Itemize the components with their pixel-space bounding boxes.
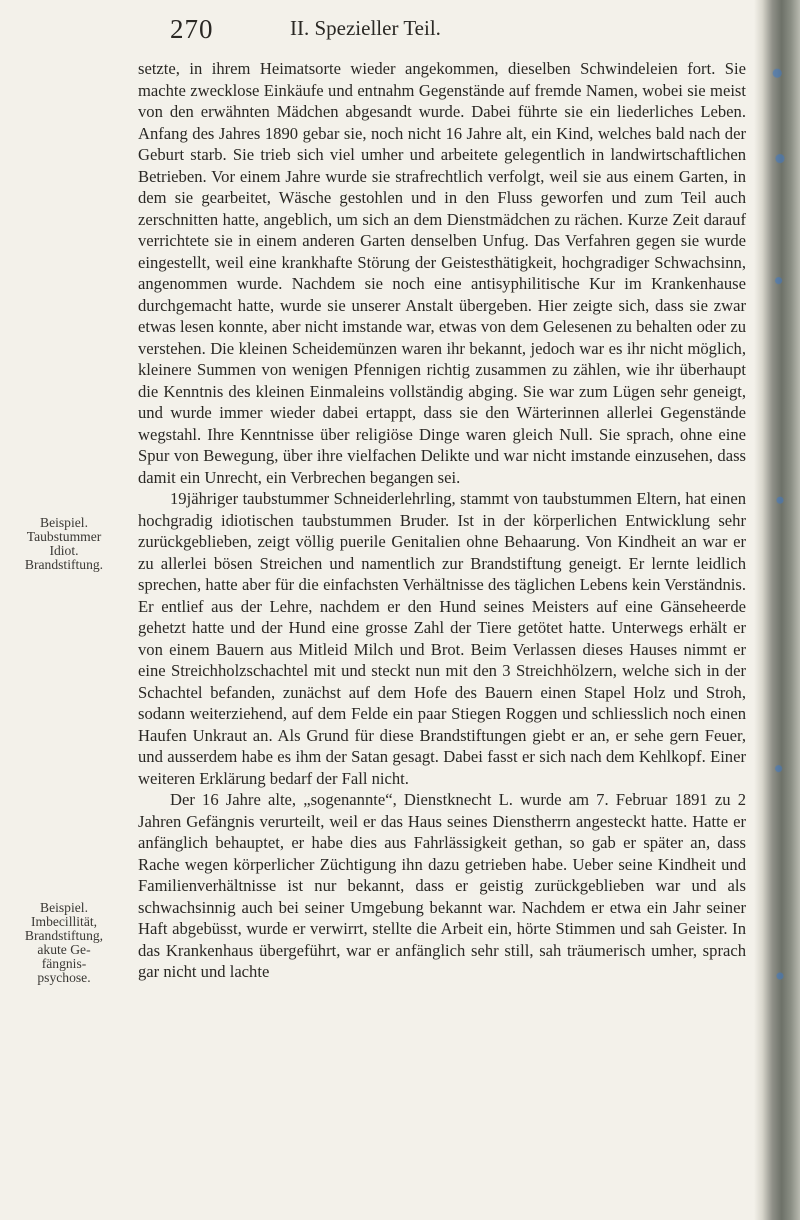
paragraph-continued: setzte, in ihrem Heimatsorte wieder angekommen, dieselben Schwindeleien fort. Sie machte zwecklose Einkäufe und entnahm Gegenstände auf fremde Namen, wobei sie meist von den erwähnten Mädchen abgesandt wurde. Dabei führte sie ein liederliches Leben. Anfang des Jahres 1890 gebar sie, noch nicht 16 Jahre alt, ein Kind, welches bald nach der Geburt starb. Sie trieb sich viel umher und arbeitete gelegentlich in landwirtschaftlichen Betrieben. Vor einem Jahre wurde sie strafrechtlich verfolgt, weil sie aus einem Garten, in dem sie gearbeitet, Wäsche gestohlen und in den Fluss geworfen und zum Teil auch zerschnitten hatte, angeblich, um sich an dem Dienstmädchen zu rächen. Kurze Zeit darauf verrichtete sie in einem anderen Garten denselben Unfug. Das Verfahren gegen sie wurde eingestellt, weil eine krankhafte Störung der Geistesthätigkeit, hochgradiger Schwachsinn, angenommen wurde. Nachdem sie noch eine antisyphilitische Kur im Krankenhause durchgemacht hatte, wurde sie unserer Anstalt übergeben. Hier zeigte sich, dass sie zwar etwas lesen konnte, aber nicht imstande war, etwas von dem Gelesenen zu behalten oder zu verstehen. Die kleinen Scheidemünzen waren ihr bekannt, jedoch war es ihr nicht möglich, kleinere Summen von wenigen Pfennigen richtig zusammen zu zählen, wie ihr überhaupt die Kenntnis des kleinen Einmaleins vollständig abging. Sie war zum Lügen sehr geneigt, und wurde immer wieder dabei ertappt, dass sie den Wärterinnen allerlei Gegenstände wegstahl. Ihre Kenntnisse über religiöse Dinge waren gleich Null. Sie sprach, ohne eine Spur von Bewegung, über ihre vielfachen Delikte und war nicht imstande einzusehen, dass damit ein Unrecht, ein Verbrechen begangen sei. <box>138 59 746 487</box>
margin-note-line: Brandstiftung, <box>24 928 104 943</box>
margin-note-line: Taubstummer <box>26 529 102 544</box>
margin-note-line: Beispiel. <box>40 900 88 915</box>
margin-note-line: Brandstiftung. <box>24 557 104 572</box>
running-head: II. Spezieller Teil. <box>290 16 441 40</box>
body-text <box>138 58 746 983</box>
margin-note-line: Beispiel. <box>40 515 88 530</box>
margin-note-line: fängnis- <box>41 956 87 971</box>
paragraph-case-farmhand: Der 16 Jahre alte, „sogenannte“, Dienstknecht L. wurde am 7. Februar 1891 zu 2 Jahren Gefängnis verurteilt, weil er das Haus seines Dienstherrn angesteckt hatte. Hatte er anfänglich behauptet, er habe dies aus Fahrlässigkeit gethan, so gab er später an, dass Rache wegen körperlicher Züchtigung ihn dazu getrieben habe. Ueber seine Kindheit und Familienverhältnisse ist nur bekannt, dass er geistig zurückgeblieben war und als schwachsinnig auch bei seiner Umgebung bekannt war. Nachdem er etwa ein Jahr seiner Haft abgebüsst, wurde er verwirrt, stellte die Arbeit ein, hörte Stimmen und sah Geister. In das Krankenhaus übergeführt, war er anfänglich sehr still, sah träumerisch umher, sprach gar nicht und lachte <box>138 790 746 981</box>
page-number: 270 <box>170 14 214 44</box>
margin-note-line: psychose. <box>37 970 91 985</box>
margin-note-line: Imbecillität, <box>30 914 98 929</box>
margin-note-line: Idiot. <box>49 543 79 558</box>
margin-note-line: akute Ge- <box>37 942 91 957</box>
page-header <box>170 14 750 54</box>
margin-note-imbecility <box>0 901 128 985</box>
paragraph-case-deaf-mute: 19jähriger taubstummer Schneiderlehrling, stammt von taubstummen Eltern, hat einen hochgradig idiotischen taubstummen Bruder. Ist in der körperlichen Entwicklung sehr zurückgeblieben, zeigt völlig puerile Genitalien ohne Behaarung. Von Kindheit an war er zu allerlei bösen Streichen und namentlich zur Brandstiftung geneigt. Er lernte leidlich sprechen, hatte aber für die einfachsten Verhältnisse des täglichen Lebens kein Verständnis. Er entlief aus der Lehre, nachdem er den Hund seines Meisters auf eine Gänseheerde gehetzt hatte und der Hund eine grosse Zahl der Tiere getötet hatte. Unterwegs erhält er von einem Bauern aus Mitleid Milch und Brot. Beim Verlassen dieses Hauses nimmt er eine Streichholzschachtel mit und steckt nun mit den 3 Streichhölzern, welche sich in der Schachtel befanden, zunächst auf dem Hofe des Bauern einen Stapel Holz und Stroh, sodann weiterziehend, auf dem Felde ein paar Stiegen Roggen und schliesslich noch einen Haufen Unkraut an. Als Grund für diese Brandstiftungen giebt er an, er sehe gern Feuer, und ausserdem habe es ihm der Satan gesagt. Dabei fasst er sich nach dem Kehlkopf. Einer weiteren Erklärung bedarf der Fall nicht. <box>138 489 746 788</box>
margin-note-deaf-mute <box>0 516 128 572</box>
book-edge-markers <box>766 0 794 1220</box>
